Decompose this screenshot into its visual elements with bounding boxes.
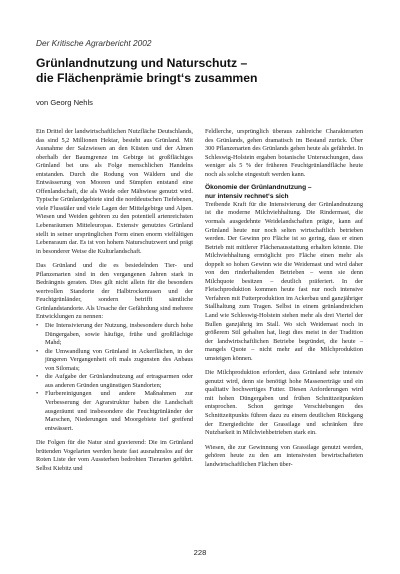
list-item: • Flurbereinigungen und andere Maßnahmen zur Verbesserung der Agrarstruktur haben die Landschaft ausgeräumt und insbesondere die Feuchtgrünländer der Marschen, Niederungen und Moorgebiete tief greifend entwässert. <box>36 390 193 433</box>
left-paragraph-2: Das Grünland und die es besiedelnden Tier- und Pflanzenarten sind in den vergangenen Jahren stark in Bedrängnis geraten. Dies gilt nicht allein für die besonders wertvollen Standorte der Halbtrockenrasen und der Feuchtgrünländer, sondern betrifft sämtliche Grünlandstandorte. Als Ursache der Gefährdung sind mehrere Entwicklungen zu nennen: <box>36 262 193 321</box>
threat-list <box>36 322 193 433</box>
right-column <box>205 128 363 469</box>
section-heading-line-1: Ökonomie der Grünlandnutzung – <box>205 184 312 192</box>
left-paragraph-1: Ein Drittel der landwirtschaftlichen Nutzfläche Deutschlands, das sind 5,2 Millionen Hektar, besteht aus Grünland. Mit Ausnahme der Salzwiesen an den Küsten und der Almen oberhalb der Baumgrenze im Gebirge ist großflächiges Grünland bei uns als Folge menschlichen Handelns entstanden. Durch die Rodung von Wäldern und die Entwässerung von Mooren und Sümpfen entstand eine Offenlandschaft, die als Weide oder Mähwiese genutzt wird. Typische Grünlandgebiete sind die norddeutschen Tiefebenen, viele Flusstäler und viele Lagen der Mittelgebirge und Alpen. Wiesen und Weiden gehören zu den potentiell artenreichsten Lebensräumen Mitteleuropas. Extensiv genutztes Grünland stellt in seiner ursprünglichen Form einen enorm vielfältigen Lebensraum dar. Es ist von hohem Naturschutzwert und prägt in besonderer Weise die Kulturlandschaft. <box>36 128 193 255</box>
section-heading-line-2: nur intensiv rechnet‘s sich <box>205 192 289 200</box>
left-column <box>36 128 193 473</box>
right-paragraph-2: Treibende Kraft für die Intensivierung der Grünlandnutzung ist die moderne Milchviehhaltung. Die Rindermast, die vormals ausgedehnte Weidelandschaften prägte, kann auf Grünland heute nur noch selten wirtschaftlich betrieben werden. Der Gewinn pro Fläche ist so gering, dass er einen Betrieb mit mittlerer Flächenausstattung erhalten könnte. Die Milchviehhaltung ermöglicht pro Fläche einen mehr als doppelt so hohen Gewinn wie die Weidemast und wird daher von den rinderhaltenden Betrieben – wenn sie denn Milchquote besitzen – deutlich präferiert. In der Fleischproduktion kommen heute fast nur noch intensive Verfahren mit Futterproduktion im Ackerbau und ganzjähriger Stallhaltung zum Tragen. Selbst in einem grünlandreichen Land wie Schleswig-Holstein stehen mehr als drei Viertel der Bullen ganzjährig im Stall. Wo sich Weidemast noch in größerem Stil gehalten hat, liegt dies meist in der Tradition der landwirtschaftlichen Betriebe begründet, die heute – mangels Quote – nicht mehr auf die Milchproduktion umsteigen können. <box>205 200 363 362</box>
left-paragraph-3: Die Folgen für die Natur sind gravierend: Die im Grünland brütenden Vogelarten werden heute fast ausnahmslos auf der Roten Liste der vom Aussterben bedrohten Tierarten geführt. Selbst Kiebitz und <box>36 439 193 472</box>
list-item: • die Umwandlung von Grünland in Ackerflächen, in der jüngeren Vergangenheit oft mals zugunsten des Anbaus von Silomais; <box>36 348 193 374</box>
title-line-2: die Flächenprämie bringt‘s zusammen <box>36 71 258 85</box>
article-title <box>36 56 376 86</box>
section-heading <box>205 184 363 201</box>
right-paragraph-1: Feldlerche, ursprünglich überaus zahlreiche Charakterarten des Grünlands, gehen dramatisch im Bestand zurück. Über 300 Pflanzenarten des Grünlands gehen heute als gefährdet. In Schleswig-Holstein ergaben botanische Untersuchungen, dass weniger als 5 % der früheren Feuchtgrünlandfläche heute noch als solche eingestuft werden kann. <box>205 128 363 178</box>
title-line-1: Grünlandnutzung und Naturschutz – <box>36 56 248 70</box>
right-paragraph-4: Wiesen, die zur Gewinnung von Grassilage genutzt werden, gehören heute zu den am intensivsten bewirtschafteten landwirtschaftlichen Flächen über- <box>205 443 363 468</box>
list-item: • Die Intensivierung der Nutzung, insbesondere durch hohe Düngergaben, sowie häufige, frühe und großflächige Mahd; <box>36 322 193 348</box>
right-paragraph-3: Die Milchproduktion erfordert, dass Grünland sehr intensiv genutzt wird, denn sie benötigt hohe Massenerträge und ein qualitativ hochwertiges Futter. Diesen Anforderungen wird mit hohen Düngergaben und frühen Schnittzeitpunkten entsprochen. Schon geringe Verschiebungen des Schnittzeitpunkts führen dazu zu einem deutlichen Rückgang der Energiedichte der Grassilage und schränken ihre Nutzbarkeit in Milchviehbetrieben stark ein. <box>205 369 363 437</box>
author-byline: von Georg Nehls <box>36 98 93 107</box>
publication-header: Der Kritische Agrarbericht 2002 <box>36 38 152 48</box>
page-number: 228 <box>193 548 207 557</box>
list-item: • die Aufgabe der Grünlandnutzung auf ertragsarmen oder aus anderen Gründen ungünstigen Standorten; <box>36 373 193 390</box>
